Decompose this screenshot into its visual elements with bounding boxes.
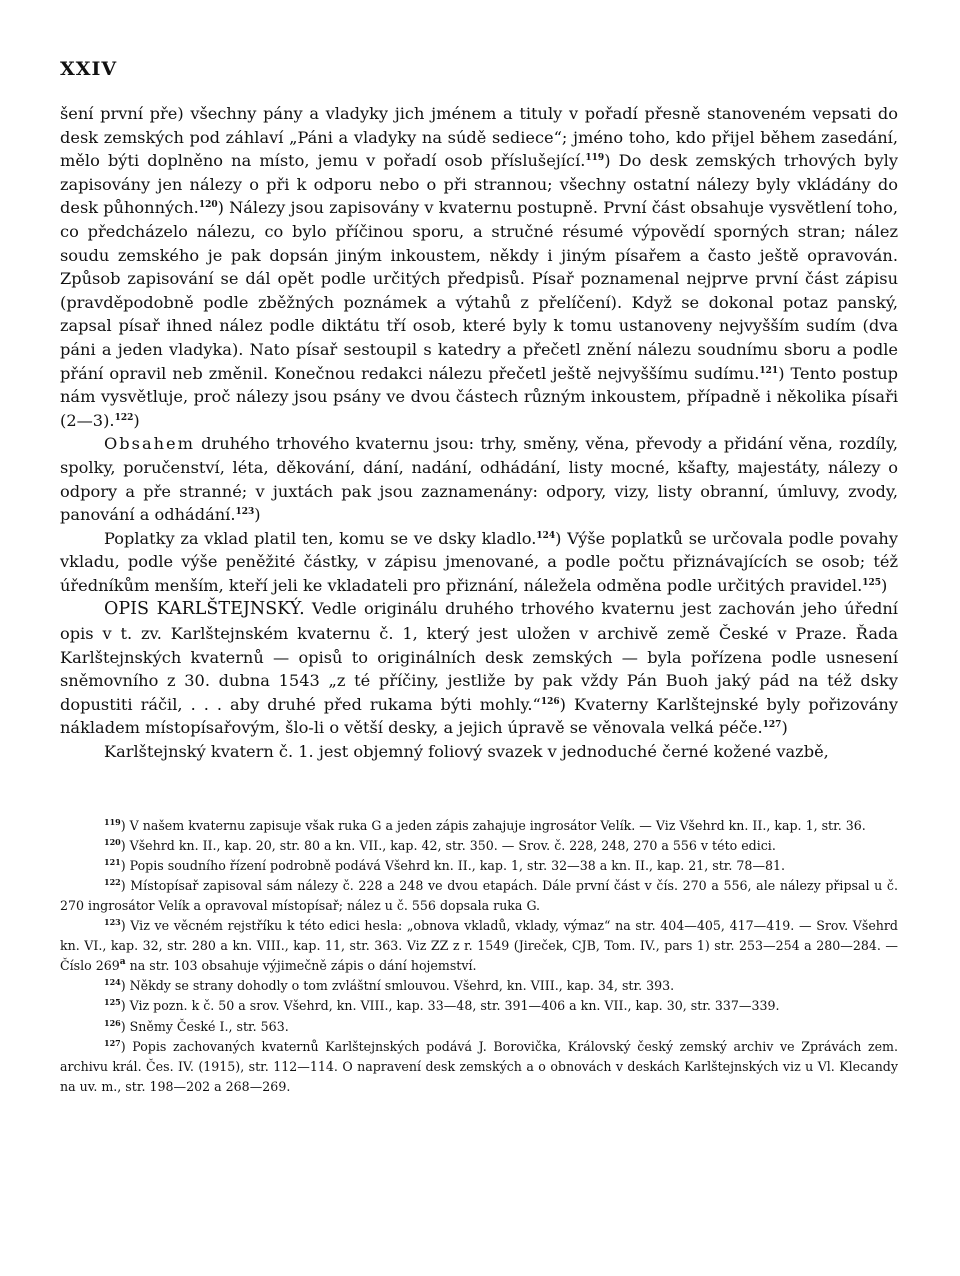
footnotes <box>60 816 898 1097</box>
footnote-ref: a <box>119 957 126 968</box>
text-run: Vedle originálu druhého trhového kvaternu jest zachován jeho úřední opis v t. zv. Karlštejnském kvaternu č. 1, který jest uložen v archivě země České v Praze. Řada Karlštejnských kvaternů — opisů to originálních desk zemských — byla pořízena podle usnesení sněmovního z 30. dubna 1543 „z té příčiny, jestliže by pak vždy Pán Buoh jaký pád na též dsky dopustiti ráčil, . . . aby druhé před rukama býti mohly.“ <box>60 599 898 714</box>
footnote-number: 126 <box>104 1017 121 1028</box>
text-run: V našem kvaternu zapisuje však ruka G a jeden zápis zahajuje ingrosátor Velík. — Viz Všehrd kn. II., kap. 1, str. 36. <box>125 817 866 833</box>
footnote <box>60 876 898 916</box>
text-run: Místopísař zapisoval sám nálezy č. 228 a 248 ve dvou etapách. Dále první část v čís. 270 a 556, ale nálezy připsal u č. 270 ingrosátor Velík a opravoval místopísař; nález u č. 556 dopsala ruka G. <box>60 877 898 913</box>
footnote-number: 124 <box>104 977 121 988</box>
paragraph <box>60 740 898 764</box>
footnote-paren: ) <box>120 978 126 994</box>
paragraph <box>60 527 898 598</box>
text-run: Někdy se strany dohodly o tom zvláštní smlouvou. Všehrd, kn. VIII., kap. 34, str. 393. <box>125 978 675 994</box>
footnote-paren: ) <box>120 998 126 1014</box>
text-run: ) <box>781 718 788 738</box>
text-run: ) Výše poplatků se určovala podle povahy vkladu, podle výše peněžité částky, v zápisu jmenované, a podle počtu přiznávajících se osob; též úředníkům menším, kteří jeli ke vkladateli pro přiznání, náležela odměna podle určitých pravidel. <box>60 528 898 595</box>
text-run: ) <box>133 410 140 430</box>
footnote-paren: ) <box>120 857 126 873</box>
footnote-number: 123 <box>104 917 121 928</box>
footnote <box>60 1017 898 1037</box>
footnote-paren: ) <box>120 877 126 893</box>
footnote-number: 125 <box>104 997 121 1008</box>
footnote-number: 119 <box>104 816 121 827</box>
page-number: XXIV <box>60 58 118 80</box>
footnote-paren: ) <box>120 817 126 833</box>
text-run: ) Tento postup nám vysvětluje, proč nálezy jsou psány ve dvou částech různým inkoustem, případně i několika písaři (2—3). <box>60 363 898 430</box>
text-run: Viz ve věcném rejstříku k této edici hesla: „obnova vkladů, vklady, výmaz“ na str. 404—405, 417—419. — Srov. Všehrd kn. VI., kap. 32, str. 280 a kn. VIII., kap. 11, str. 363. Viz ZZ z r. 1549 (Jireček, CJB, Tom. IV., pars 1) str. 253—254 a 280—284. — Číslo 269 <box>60 918 898 974</box>
footnote-paren: ) <box>120 837 126 853</box>
footnote-ref: 124 <box>536 530 556 541</box>
spaced-term: Obsahem <box>104 434 195 454</box>
footnote-ref: 125 <box>862 577 882 588</box>
paragraph <box>60 597 898 740</box>
document-page <box>60 58 898 1097</box>
footnote <box>60 916 898 976</box>
main-text <box>60 102 898 764</box>
footnote-ref: 122 <box>114 412 134 423</box>
footnote-paren: ) <box>120 1018 126 1034</box>
text-run: druhého trhového kvaternu jsou: trhy, směny, věna, převody a přidání věna, rozdíly, spolky, poručenství, léta, děkování, dání, nadání, odhádání, listy mocné, kšafty, majestáty, nálezy o odpory a pře stranné; v juxtách pak jsou zaznamenány: odpory, vizy, listy obranní, úmluvy, zvody, panování a odhádání. <box>60 434 898 525</box>
footnote <box>60 1037 898 1097</box>
footnote-ref: 119 <box>585 153 605 164</box>
text-run: Popis zachovaných kvaternů Karlštejnských podává J. Borovička, Královský český zemský archiv ve Zprávách zem. archivu král. Čes. IV. (1915), str. 112—114. O napravení desk zemských a o obnovách v deskách Karlštejnských viz u Vl. Klecandy na uv. m., str. 198—202 a 268—269. <box>60 1038 898 1094</box>
footnote-ref: 123 <box>235 507 255 518</box>
text-run: ) <box>881 575 888 595</box>
paragraph <box>60 432 898 526</box>
footnote-ref: 121 <box>759 365 779 376</box>
footnote-paren: ) <box>120 1038 126 1054</box>
footnote <box>60 996 898 1016</box>
footnote-number: 127 <box>104 1037 121 1048</box>
text-run: Sněmy České I., str. 563. <box>125 1018 289 1034</box>
text-run: Poplatky za vklad platil ten, komu se ve dsky kladlo. <box>104 528 537 548</box>
footnote <box>60 836 898 856</box>
footnote <box>60 816 898 836</box>
footnote-ref: 126 <box>540 696 560 707</box>
text-run: šení první pře) všechny pány a vladyky jich jménem a tituly v pořadí přesně stanoveném vepsati do desk zemských pod záhlaví „Páni a vladyky na súdě sediece“; jméno toho, kdo přijel během zasedání, mělo býti doplněno na místo, jemu v pořadí osob příslušející. <box>60 104 898 171</box>
text-run: ) Do desk zemských trhových byly zapisovány jen nálezy o při k odporu nebo o při strannou; všechny ostatní nálezy byly vkládány do desk půhonných. <box>60 151 899 218</box>
text-run: na str. 103 obsahuje výjimečně zápis o dání hojemství. <box>125 958 477 974</box>
footnote-number: 122 <box>104 876 121 887</box>
footnote-number: 121 <box>104 856 121 867</box>
text-run: Všehrd kn. II., kap. 20, str. 80 a kn. VII., kap. 42, str. 350. — Srov. č. 228, 248, 270 a 556 v této edici. <box>125 837 776 853</box>
text-run: Popis soudního řízení podrobně podává Všehrd kn. II., kap. 1, str. 32—38 a kn. II., kap. 21, str. 78—81. <box>125 857 786 873</box>
footnote-number: 120 <box>104 836 121 847</box>
text-run: ) Nálezy jsou zapisovány v kvaternu postupně. První část obsahuje vysvětlení toho, co předcházelo nálezu, co bylo příčinou sporu, a stručné résumé výpovědí sporných stran; nález soudu zemského je pak dopsán jiným inkoustem, někdy i jiným písařem a často ještě opravován. Způsob zapisování se dál opět podle určitých předpisů. Písař poznamenal nejprve první část zápisu (pravděpodobně podle zběžných poznámek a výtahů z přelíčení). Když se dokonal potaz panský, zapsal písař ihned nález podle diktátu tří osob, které byly k tomu ustanoveny nejvyšším sudím (dva páni a jeden vladyka). Nato písař sestoupil s katedry a přečetl znění nálezu soudnímu sboru a podle přání opravil neb změnil. Konečnou redakci nálezu přečetl ještě nejvyššímu sudímu. <box>60 198 898 383</box>
footnote-ref: 120 <box>198 200 218 211</box>
footnote <box>60 976 898 996</box>
text-run: ) Kvaterny Karlštejnské byly pořizovány nákladem místopísařovým, šlo-li o větší desky, a jejich úpravě se věnovala velká péče. <box>60 694 898 738</box>
paragraph <box>60 102 898 432</box>
footnote <box>60 856 898 876</box>
text-run: ) <box>254 505 261 525</box>
section-heading: OPIS KARLŠTEJNSKÝ. <box>104 599 305 620</box>
footnote-paren: ) <box>120 918 126 934</box>
text-run: Viz pozn. k č. 50 a srov. Všehrd, kn. VIII., kap. 33—48, str. 391—406 a kn. VII., kap. 30, str. 337—339. <box>125 998 780 1014</box>
footnote-ref: 127 <box>762 720 782 731</box>
text-run: Karlštejnský kvatern č. 1. jest objemný foliový svazek v jednoduché černé kožené vazbě, <box>104 742 829 762</box>
